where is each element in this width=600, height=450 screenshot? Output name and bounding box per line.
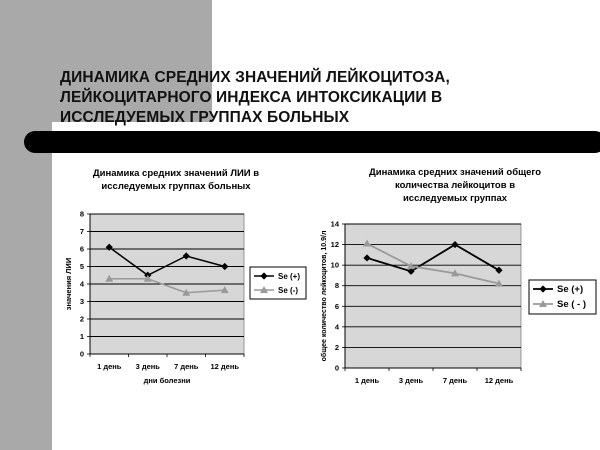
y-tick-label: 4 [334,322,339,332]
x-tick-label: 3 день [398,376,424,385]
y-tick-label: 8 [334,281,339,291]
legend-label: Se (+) [278,272,301,281]
slide-title-line: ДИНАМИКА СРЕДНИХ ЗНАЧЕНИЙ ЛЕЙКОЦИТОЗА, [60,69,450,86]
y-tick-label: 8 [79,209,84,219]
y-tick-label: 6 [79,244,84,254]
chart1-plot-area [80,210,244,372]
y-tick-label: 14 [330,219,339,229]
y-tick-label: 10 [330,260,339,270]
chart2-title-line: Динамика средних значений общего [368,167,542,178]
y-tick-label: 2 [79,314,84,324]
x-tick-label: 7 день [442,376,468,385]
y-tick-label: 7 [79,227,84,236]
legend-label: Se ( - ) [557,299,587,310]
chart1-legend [250,267,306,299]
y-tick-label: 0 [79,349,84,359]
x-tick-label: 7 день [174,362,199,371]
y-tick-label: 4 [79,279,84,289]
y-tick-label: 12 [330,240,339,250]
legend-label: Se (+) [557,284,584,295]
chart1-title-line: Динамика средних значений ЛИИ в [92,168,260,179]
x-tick-label: 12 день [210,362,239,371]
chart2-plot-area [331,220,521,386]
slide-title-line: ЛЕЙКОЦИТАРНОГО ИНДЕКСА ИНТОКСИКАЦИИ В [60,89,443,106]
legend-label: Se (-) [278,286,298,295]
chart2-title [369,167,541,204]
y-tick-label: 1 [79,332,84,341]
chart2-y-axis-label: общее количество лейкоцитов, 10.9/л [321,230,328,362]
chart1-title-line: исследуемых группах больных [101,181,251,192]
chart1-title [93,168,259,192]
x-tick-label: 12 день [484,376,514,385]
y-tick-label: 2 [334,342,339,352]
x-tick-label: 1 день [97,362,122,371]
y-tick-label: 5 [79,262,84,271]
slide-title-line: ИССЛЕДУЕМЫХ ГРУППАХ БОЛЬНЫХ [60,109,350,126]
x-tick-label: 1 день [354,376,380,385]
chart2-title-line: исследуемых группах [402,193,508,204]
y-tick-label: 3 [79,297,84,306]
chart1-x-axis-label: дни болезни [143,376,191,385]
x-tick-label: 3 день [135,362,160,371]
y-tick-label: 6 [334,301,339,311]
y-tick-label: 0 [334,363,339,373]
chart2-title-line: количества лейкоцитов в [394,180,516,191]
chart1-y-axis-label: значения ЛИИ [64,257,73,311]
chart2-legend [529,280,596,314]
